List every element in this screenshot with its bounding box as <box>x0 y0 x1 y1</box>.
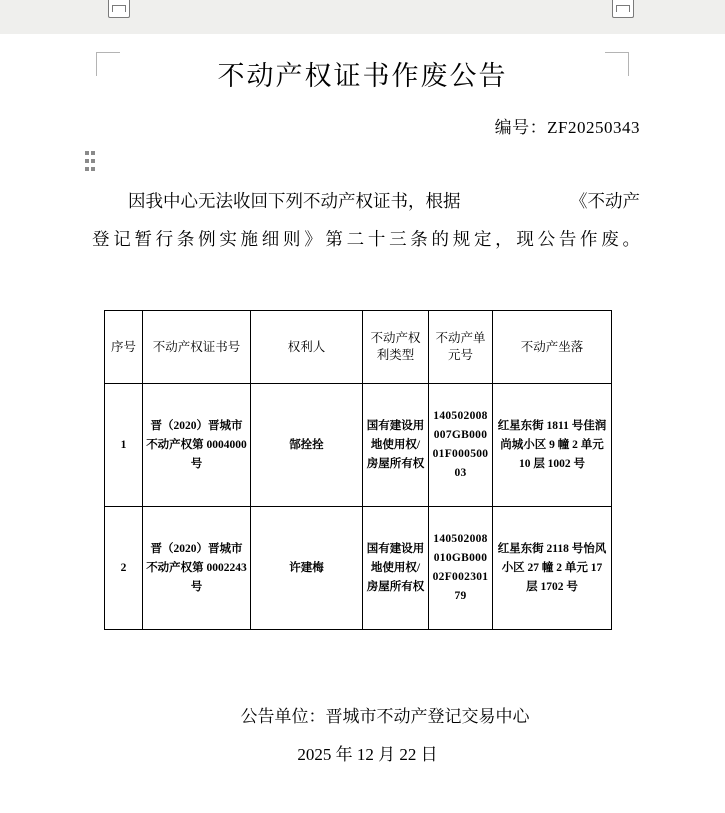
drag-handle-dot <box>91 151 95 155</box>
table-header-row <box>105 311 612 384</box>
cell-index: 1 <box>105 384 143 507</box>
table-header-owner: 权利人 <box>251 311 363 384</box>
certificate-table <box>104 310 612 630</box>
body-paragraph-line-1-part-b: 《不动产 <box>570 191 640 211</box>
table-header-unit-no: 不动产单元号 <box>429 311 493 384</box>
table-row <box>105 507 612 630</box>
cell-right-type: 国有建设用地使用权/房屋所有权 <box>363 384 429 507</box>
body-paragraph-line-2: 登记暂行条例实施细则》第二十三条的规定，现公告作废。 <box>92 229 640 249</box>
cell-owner: 郜拴拴 <box>251 384 363 507</box>
table-header-index: 序号 <box>105 311 143 384</box>
certificate-table-container <box>104 310 611 630</box>
document-number <box>495 113 640 138</box>
table-header-cert-no: 不动产权证书号 <box>143 311 251 384</box>
drag-handle-dot <box>85 167 89 171</box>
page-corner-tab-right-inner <box>616 5 630 12</box>
drag-handle-dot <box>85 151 89 155</box>
page-corner-tab-right <box>612 0 634 18</box>
body-paragraph-line-1 <box>92 182 640 220</box>
cell-cert-no: 晋（2020）晋城市不动产权第 0004000 号 <box>143 384 251 507</box>
page-title: 不动产权证书作废公告 <box>217 61 508 91</box>
body-paragraph-line-1-part-a: 因我中心无法收回下列不动产权证书，根据 <box>128 191 461 211</box>
page-corner-tab-left <box>108 0 130 18</box>
table-header-location: 不动产坐落 <box>493 311 612 384</box>
body-paragraph <box>92 182 640 258</box>
cell-cert-no: 晋（2020）晋城市不动产权第 0002243 号 <box>143 507 251 630</box>
cell-unit-no: 140502008010GB00002F00230179 <box>429 507 493 630</box>
page-corner-tab-left-inner <box>112 5 126 12</box>
document-number-value: ZF20250343 <box>547 118 640 137</box>
table-row <box>105 384 612 507</box>
cell-location: 红星东街 2118 号怡风小区 27 幢 2 单元 17 层 1702 号 <box>493 507 612 630</box>
cell-index: 2 <box>105 507 143 630</box>
document-page <box>0 34 725 813</box>
cell-location: 红星东街 1811 号佳润尚城小区 9 幢 2 单元 10 层 1002 号 <box>493 384 612 507</box>
drag-handle-icon[interactable] <box>84 150 100 174</box>
issue-date: 2025 年 12 月 22 日 <box>297 745 438 764</box>
document-number-label: 编号： <box>494 118 548 137</box>
cell-owner: 许建梅 <box>251 507 363 630</box>
cell-unit-no: 140502008007GB00001F00050003 <box>429 384 493 507</box>
drag-handle-dot <box>91 167 95 171</box>
table-header-right-type: 不动产权利类型 <box>363 311 429 384</box>
drag-handle-dot <box>85 159 89 163</box>
cell-right-type: 国有建设用地使用权/房屋所有权 <box>363 507 429 630</box>
drag-handle-dot <box>91 159 95 163</box>
issuing-organization: 公告单位：晋城市不动产登记交易中心 <box>240 707 530 726</box>
